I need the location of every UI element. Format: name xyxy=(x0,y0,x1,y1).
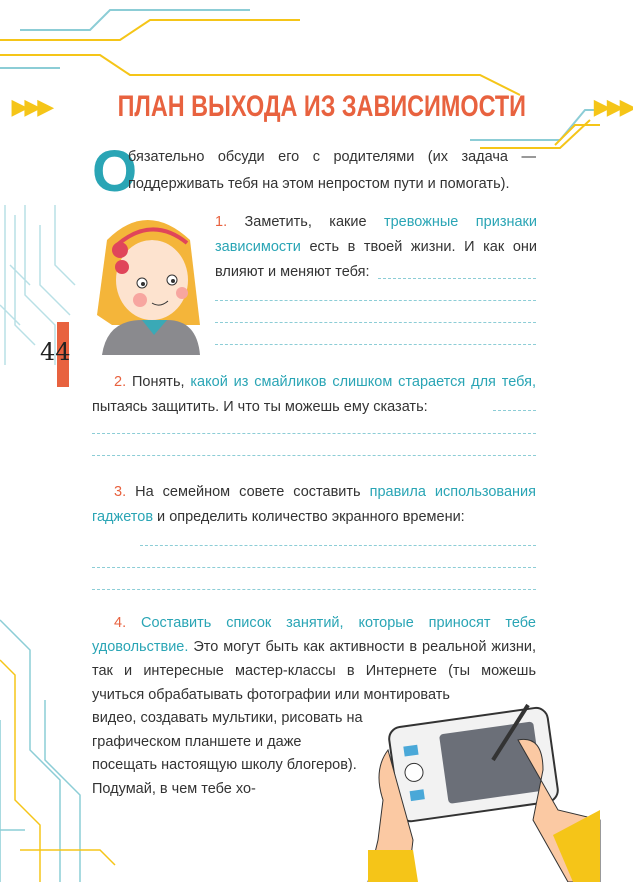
item-text: Заметить, какие xyxy=(227,214,384,230)
item-number: 1. xyxy=(215,214,228,230)
answer-line[interactable] xyxy=(92,567,536,568)
item-highlight: Составить список занятий, которые приносят тебе удовольствие. xyxy=(92,615,536,655)
drop-cap: О xyxy=(92,139,138,204)
item-number: 4. xyxy=(114,615,127,631)
answer-line[interactable] xyxy=(140,545,536,546)
item-highlight: тревожные признаки зависимости xyxy=(215,214,537,255)
item-highlight: какой из смайликов слишком старается для тебя, xyxy=(190,374,536,390)
item-text: Понять, xyxy=(126,374,191,390)
item-4-continued: видео, создавать мультики, рисовать на графическом планшете и даже посещать настоящую школу блогеров). Подумай, в чем тебе хо- xyxy=(92,710,363,797)
item-text: и определить количество экранного времени: xyxy=(153,509,465,525)
drawing-tablet-illustration xyxy=(368,700,600,882)
answer-line[interactable] xyxy=(493,410,536,411)
item-4-first-part xyxy=(92,611,536,707)
item-2 xyxy=(92,370,536,420)
item-number: 2. xyxy=(114,374,127,390)
arrows-right-icon: ▶▶▶ xyxy=(593,94,633,119)
item-3 xyxy=(92,480,536,530)
item-text: пытаясь защитить. И что ты можешь ему сказать: xyxy=(92,399,428,415)
item-text xyxy=(126,615,141,631)
answer-line[interactable] xyxy=(92,589,536,590)
answer-line[interactable] xyxy=(215,300,536,301)
page-number: 44 xyxy=(40,338,71,366)
answer-line[interactable] xyxy=(92,455,536,456)
answer-line[interactable] xyxy=(215,344,536,345)
answer-line[interactable] xyxy=(92,433,536,434)
item-number: 3. xyxy=(114,484,127,500)
title-text: ПЛАН ВЫХОДА ИЗ ЗАВИСИМОСТИ xyxy=(117,90,527,123)
page-title xyxy=(11,86,633,128)
item-text: есть в твоей жизни. И как они влияют и меняют тебя: xyxy=(215,239,537,280)
item-1 xyxy=(215,210,537,285)
intro-paragraph: бязательно обсуди его с родителями (их задача — поддерживать тебя на этом непростом пути и помогать). xyxy=(128,149,536,192)
answer-line[interactable] xyxy=(215,322,536,323)
item-text: Это могут быть как активности в реальной жизни, так и интересные мастер-классы в Интернете (ты можешь учиться обрабатывать фотографии или монтировать xyxy=(92,639,536,703)
girl-illustration xyxy=(92,205,207,355)
answer-line[interactable] xyxy=(378,278,536,279)
arrows-left-icon: ▶▶▶ xyxy=(11,94,51,119)
item-text: На семейном совете составить xyxy=(126,484,370,500)
item-highlight: правила использования гаджетов xyxy=(92,484,536,525)
